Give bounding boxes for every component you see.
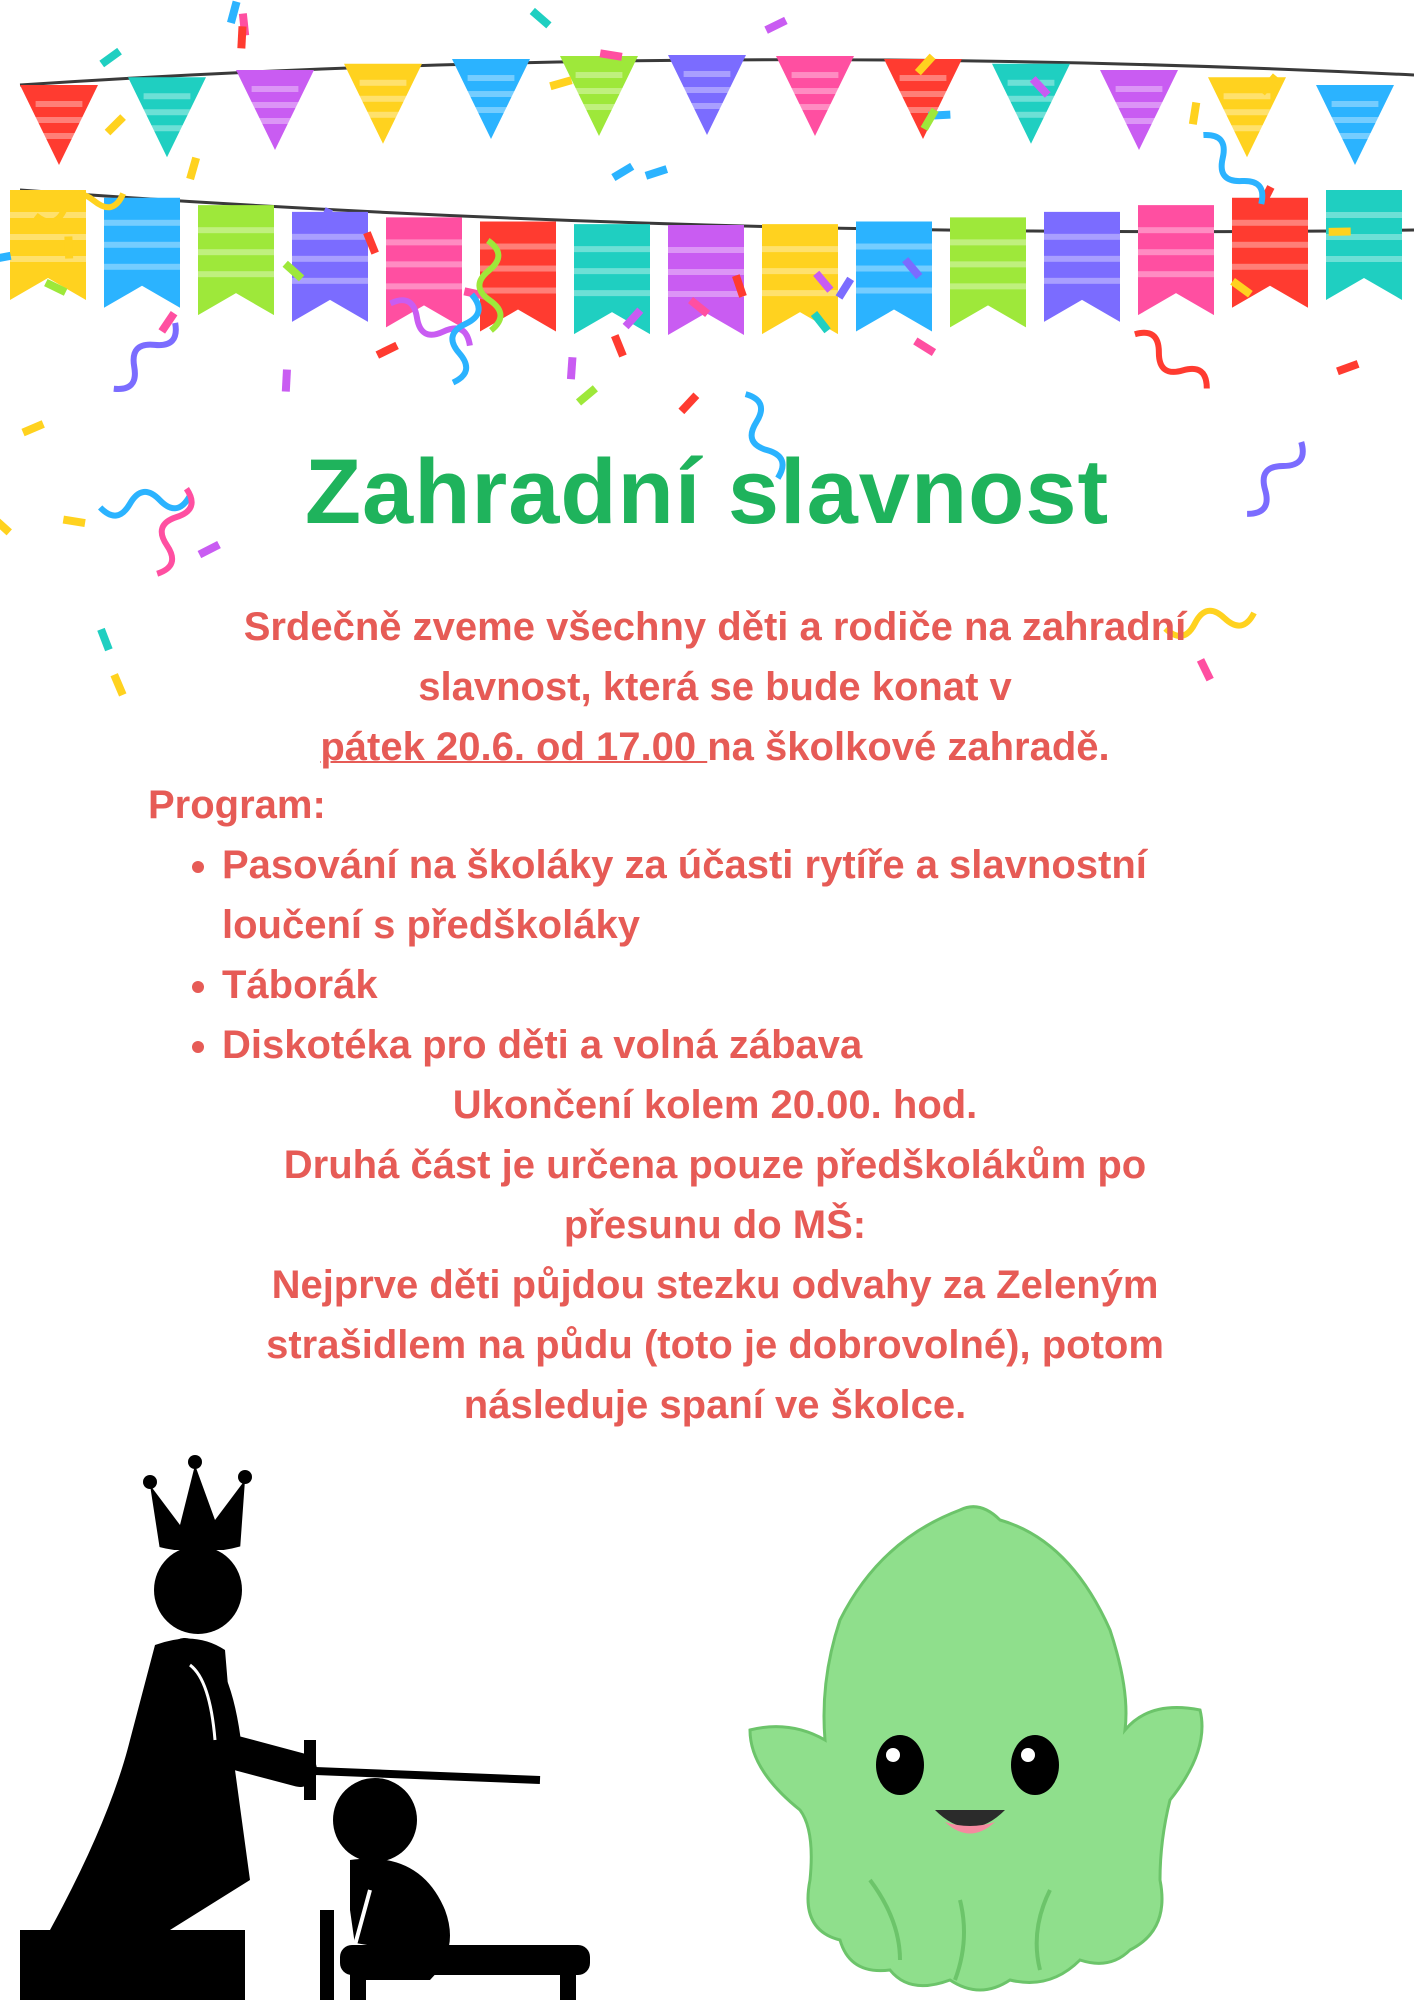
bunting-flag <box>104 198 180 308</box>
bunting-flag <box>236 70 314 150</box>
bunting-stripe <box>792 88 839 94</box>
second-part-line-5: následuje spaní ve školce. <box>463 1383 967 1427</box>
bunting-stripe <box>856 288 932 294</box>
streamer <box>106 316 182 395</box>
bunting-flag <box>344 64 422 144</box>
bunting-stripe <box>684 103 731 109</box>
bunting-stripe <box>900 75 947 81</box>
king-knighting-icon <box>20 1440 590 2000</box>
bunting-flag <box>386 217 462 327</box>
bunting-stripe <box>1332 133 1379 139</box>
bunting-stripe <box>1232 220 1308 226</box>
event-date: pátek 20.6. od 17.00 <box>320 725 708 769</box>
invitation-line-3 <box>120 717 1310 777</box>
bunting-stripe <box>252 118 299 124</box>
bunting-stripe <box>1138 249 1214 255</box>
bunting-flag <box>950 217 1026 327</box>
bunting-flag <box>452 59 530 139</box>
confetti-piece <box>611 334 627 357</box>
invitation-text <box>120 597 1310 777</box>
confetti-piece <box>645 165 668 179</box>
bunting-stripe <box>292 278 368 284</box>
invitation-line-2: slavnost, která se bude konat v <box>418 665 1012 709</box>
confetti-piece <box>567 357 577 380</box>
program-item: • Pasování na školáky za účasti rytíře a slavnostní loučení s předškoláky <box>222 835 1362 955</box>
confetti-piece <box>576 385 598 405</box>
bunting-stripe <box>386 261 462 267</box>
confetti-piece <box>97 628 112 651</box>
confetti-piece <box>376 342 399 359</box>
bunting-flag <box>1326 190 1402 300</box>
bunting-flag <box>292 212 368 322</box>
bunting-stripe <box>684 87 731 93</box>
bunting-stripe <box>468 107 515 113</box>
bunting-stripe <box>792 72 839 78</box>
program-list <box>170 835 1362 1075</box>
second-part-line-4: strašidlem na půdu (toto je dobrovolné), potom <box>266 1323 1164 1367</box>
bunting-stripe <box>468 91 515 97</box>
bunting-stripe <box>576 104 623 110</box>
second-part-line-3: Nejprve děti půjdou stezku odvahy za Zeleným <box>271 1263 1159 1307</box>
invitation-line-1: Srdečně zveme všechny děti a rodiče na zahradní <box>243 605 1187 649</box>
end-time: Ukončení kolem 20.00. hod. <box>452 1083 978 1127</box>
bunting-flag <box>480 222 556 332</box>
confetti-piece <box>237 26 246 48</box>
bunting-stripe <box>574 268 650 274</box>
confetti-piece <box>836 277 854 300</box>
event-place: na školkové zahradě. <box>707 725 1110 769</box>
bunting-stripe <box>1138 227 1214 233</box>
confetti-piece <box>913 338 936 356</box>
bunting-stripe <box>1326 256 1402 262</box>
bunting-stripe <box>386 239 462 245</box>
bunting-stripe <box>292 256 368 262</box>
bunting-stripe <box>10 256 86 262</box>
bunting-stripe <box>1224 125 1271 131</box>
confetti-piece <box>549 76 572 90</box>
bunting-stripe <box>576 72 623 78</box>
bunting-flag <box>668 225 744 335</box>
bunting-stripe <box>792 104 839 110</box>
bunting-stripe <box>1044 256 1120 262</box>
confetti-piece <box>611 163 634 181</box>
bunting-stripe <box>856 266 932 272</box>
bunting-stripe <box>10 234 86 240</box>
bunting-stripe <box>1008 96 1055 102</box>
bunting-stripe <box>104 242 180 248</box>
bunting-stripe <box>480 288 556 294</box>
bunting-flag <box>1208 77 1286 157</box>
confetti-piece <box>1189 102 1200 125</box>
bunting-stripe <box>360 80 407 86</box>
confetti-piece <box>678 393 699 415</box>
bunting-stripe <box>762 246 838 252</box>
bunting-stripe <box>762 268 838 274</box>
confetti-piece <box>64 236 73 258</box>
bunting-stripe <box>856 244 932 250</box>
second-part-line-2: přesunu do MŠ: <box>563 1203 867 1247</box>
bunting-stripe <box>144 109 191 115</box>
bunting-flag <box>1316 85 1394 165</box>
bunting-stripe <box>10 212 86 218</box>
bunting-stripe <box>950 239 1026 245</box>
bunting-stripe <box>1138 271 1214 277</box>
bunting-stripe <box>668 291 744 297</box>
bunting-stripe <box>292 234 368 240</box>
bunting-stripe <box>468 75 515 81</box>
bunting-stripe <box>360 96 407 102</box>
bunting-flag <box>762 224 838 334</box>
confetti-piece <box>282 369 291 391</box>
bunting-stripe <box>1116 102 1163 108</box>
bunting-flag <box>1100 70 1178 150</box>
confetti-piece <box>530 8 552 28</box>
bunting-flag <box>128 77 206 157</box>
bunting-stripe <box>1044 278 1120 284</box>
bunting-stripe <box>684 71 731 77</box>
bunting-stripe <box>574 290 650 296</box>
bunting-stripe <box>1224 109 1271 115</box>
bunting-stripe <box>1116 118 1163 124</box>
confetti-piece <box>105 114 126 135</box>
bunting-stripe <box>1224 93 1271 99</box>
bunting-stripe <box>386 283 462 289</box>
confetti-piece <box>21 420 44 436</box>
bunting-stripe <box>198 227 274 233</box>
program-label: Program: <box>148 783 326 827</box>
bunting-stripe <box>360 112 407 118</box>
bunting-stripe <box>36 101 83 107</box>
bunting-stripe <box>36 117 83 123</box>
bunting-flag <box>776 56 854 136</box>
bunting-stripe <box>1232 264 1308 270</box>
bunting-stripe <box>576 88 623 94</box>
green-ghost-icon <box>730 1500 1230 2000</box>
confetti-piece <box>1329 227 1351 235</box>
bunting-flag <box>1138 205 1214 315</box>
bunting-flag <box>668 55 746 135</box>
second-part-text <box>120 1135 1310 1435</box>
bunting-flag <box>20 85 98 165</box>
confetti-piece <box>764 17 787 34</box>
program-item: • Táborák <box>222 955 1362 1015</box>
bunting-stripe <box>1326 212 1402 218</box>
bunting-stripe <box>104 264 180 270</box>
bunting-stripe <box>1332 101 1379 107</box>
bunting-stripe <box>1008 112 1055 118</box>
bunting-stripe <box>252 86 299 92</box>
bunting-stripe <box>1044 234 1120 240</box>
bunting-stripe <box>574 246 650 252</box>
confetti-piece <box>186 157 200 180</box>
bunting-flag <box>856 222 932 332</box>
bunting-stripe <box>144 93 191 99</box>
bunting-stripe <box>36 133 83 139</box>
bunting-flag <box>560 56 638 136</box>
bunting-stripe <box>104 220 180 226</box>
poster-title: Zahradní slavnost <box>304 441 1110 543</box>
bunting-stripe <box>198 271 274 277</box>
streamer <box>1129 326 1213 396</box>
confetti-piece <box>1336 360 1359 375</box>
bunting-stripe <box>1116 86 1163 92</box>
bunting-stripe <box>900 91 947 97</box>
bunting-flag <box>198 205 274 315</box>
confetti-piece <box>99 48 122 67</box>
bunting-stripe <box>1232 242 1308 248</box>
bunting-stripe <box>198 249 274 255</box>
bunting-stripe <box>1332 117 1379 123</box>
confetti-piece <box>0 252 11 264</box>
bunting-stripe <box>252 102 299 108</box>
bunting-stripe <box>144 125 191 131</box>
bunting-flag <box>1044 212 1120 322</box>
bunting-stripe <box>668 269 744 275</box>
bunting-flag <box>992 64 1070 144</box>
program-item: • Diskotéka pro děti a volná zábava <box>222 1015 1362 1075</box>
bunting-stripe <box>950 283 1026 289</box>
second-part-line-1: Druhá část je určena pouze předškolákům po <box>283 1143 1147 1187</box>
confetti-piece <box>227 1 240 24</box>
bunting-stripe <box>668 247 744 253</box>
bunting-stripe <box>950 261 1026 267</box>
